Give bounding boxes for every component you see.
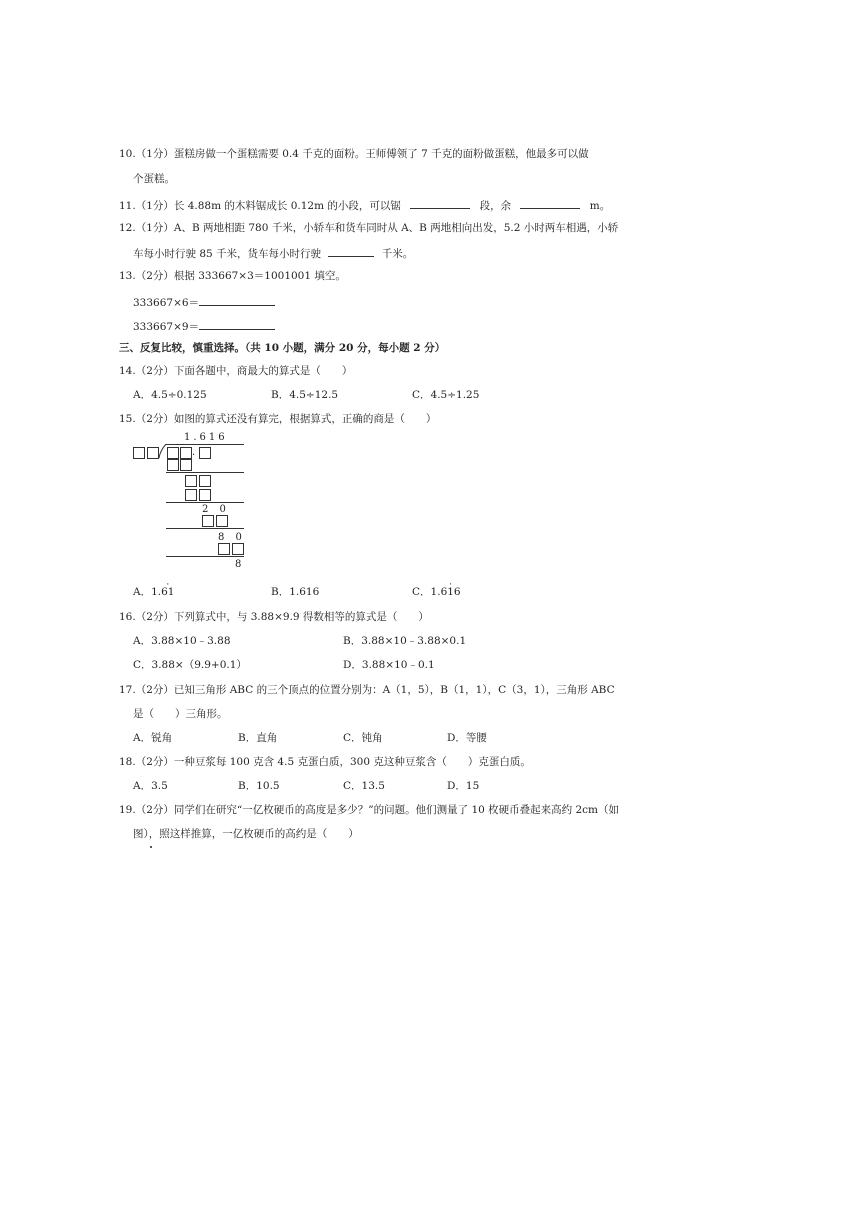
q17-option-c[interactable]: C．钝角 xyxy=(343,732,383,744)
long-division-figure xyxy=(130,430,250,575)
q15-option-c-repeating: 616 · xyxy=(441,586,461,598)
q11-blank-remainder[interactable] xyxy=(520,197,580,209)
q11-text-2: 段，余 xyxy=(479,200,512,212)
q18-option-a[interactable]: A．3.5 xyxy=(133,780,168,792)
q18-option-b[interactable]: B．10.5 xyxy=(238,780,280,792)
q15-option-c[interactable] xyxy=(412,585,461,599)
step5-line xyxy=(166,556,244,557)
q13-a-blank[interactable] xyxy=(199,294,275,306)
q12-line2 xyxy=(133,245,413,261)
q17-option-d[interactable]: D．等腰 xyxy=(447,732,487,744)
q13-a-text: 333667×6＝ xyxy=(133,297,200,309)
dividend-box-3 xyxy=(199,447,211,459)
q18-option-d[interactable]: D．15 xyxy=(447,780,480,792)
q14-stem: 14.（2分）下面各题中，商最大的算式是（ ） xyxy=(119,365,353,377)
step2-box-2 xyxy=(199,475,211,487)
step5-box-2 xyxy=(232,543,244,555)
step1-box-1 xyxy=(167,459,179,471)
dividend-decimal-point: . xyxy=(192,447,196,458)
section-3-heading: 三、反复比较，慎重选择。（共 10 小题，满分 20 分，每小题 2 分） xyxy=(119,342,446,354)
q15-option-a-repeating: 61 · xyxy=(161,586,174,598)
q17-option-b[interactable]: B．直角 xyxy=(238,732,278,744)
q12-text-1: 车每小时行驶 85 千米，货车每小时行驶 xyxy=(133,248,322,260)
q14-option-b[interactable]: B．4.5÷12.5 xyxy=(271,389,339,401)
step4-box-2 xyxy=(216,515,228,527)
q15-stem: 15.（2分）如图的算式还没有算完，根据算式，正确的商是（ ） xyxy=(119,413,437,425)
q14-option-a[interactable]: A．4.5÷0.125 xyxy=(133,389,207,401)
step1-box-2 xyxy=(180,459,192,471)
dividend-box-1 xyxy=(167,447,179,459)
q17-line1: 17.（2分）已知三角形 ABC 的三个顶点的位置分别为：A（1，5），B（1，1），C（3，1），三角形 ABC xyxy=(119,684,615,696)
division-quotient: 1.616 xyxy=(184,432,228,443)
partial-20: 2 0 xyxy=(202,504,230,515)
q15-option-c-prefix: C．1. xyxy=(412,586,441,598)
q12-line1: 12.（1分）A、B 两地相距 780 千米，小轿车和货车同时从 A、B 两地相向出发，5.2 小时两车相遇，小轿 xyxy=(119,222,619,234)
q15-option-b[interactable]: B．1.616 xyxy=(271,586,320,598)
q17-line2: 是（ ）三角形。 xyxy=(133,708,228,720)
q15-option-a[interactable] xyxy=(133,585,174,599)
q16-option-d[interactable]: D．3.88×10﹣0.1 xyxy=(343,659,435,671)
q13-b-blank[interactable] xyxy=(199,318,275,330)
step3-box-1 xyxy=(185,489,197,501)
step3-line xyxy=(166,502,244,503)
dividend-box-2 xyxy=(180,447,192,459)
q16-option-a[interactable]: A．3.88×10﹣3.88 xyxy=(133,635,231,647)
q15-option-a-prefix: A．1. xyxy=(133,586,162,598)
q12-text-2: 千米。 xyxy=(381,248,414,260)
q13-b-text: 333667×9＝ xyxy=(133,321,200,333)
q17-option-a[interactable]: A．锐角 xyxy=(133,732,173,744)
q16-option-b[interactable]: B．3.88×10﹣3.88×0.1 xyxy=(343,635,467,647)
remainder-8: 8 xyxy=(235,559,242,570)
q19-line2: 图），照这样推算，一亿枚硬币的高约是（ ） xyxy=(133,828,359,840)
step4-line xyxy=(166,528,244,529)
q13-a xyxy=(133,294,275,310)
step5-box-1 xyxy=(218,543,230,555)
q13-b xyxy=(133,318,275,334)
q11-text-3: m。 xyxy=(589,200,611,212)
partial-80: 8 0 xyxy=(218,532,246,543)
step4-box-1 xyxy=(202,515,214,527)
q16-stem: 16.（2分）下列算式中，与 3.88×9.9 得数相等的算式是（ ） xyxy=(119,611,429,623)
step3-box-2 xyxy=(199,489,211,501)
step2-box-1 xyxy=(185,475,197,487)
step1-line xyxy=(166,472,244,473)
q13-stem: 13.（2分）根据 333667×3＝1001001 填空。 xyxy=(119,270,346,282)
divisor-box-1 xyxy=(133,447,145,459)
q18-stem: 18.（2分）一种豆浆每 100 克含 4.5 克蛋白质，300 克这种豆浆含（ ）克蛋白质。 xyxy=(119,756,531,768)
q16-option-c[interactable]: C．3.88×（9.9+0.1） xyxy=(133,659,247,671)
q14-option-c[interactable]: C．4.5÷1.25 xyxy=(412,389,480,401)
q18-option-c[interactable]: C．13.5 xyxy=(343,780,385,792)
q12-blank[interactable] xyxy=(328,245,374,257)
q11-blank-segments[interactable] xyxy=(410,197,470,209)
q19-line1: 19.（2分）同学们在研究“一亿枚硬币的高度是多少？”的问题。他们测量了 10 枚硬币叠起来高约 2cm（如 xyxy=(119,804,620,816)
q11-text-1: 11.（1分）长 4.88m 的木料锯成长 0.12m 的小段，可以锯 xyxy=(119,200,401,212)
q10-line1: 10.（1分）蛋糕房做一个蛋糕需要 0.4 千克的面粉。王师傅领了 7 千克的面粉做蛋糕，他最多可以做 xyxy=(119,148,589,160)
q10-line2: 个蛋糕。 xyxy=(133,173,175,185)
division-bar xyxy=(166,444,244,445)
q11-line xyxy=(119,197,610,213)
scan-speck xyxy=(150,846,152,848)
